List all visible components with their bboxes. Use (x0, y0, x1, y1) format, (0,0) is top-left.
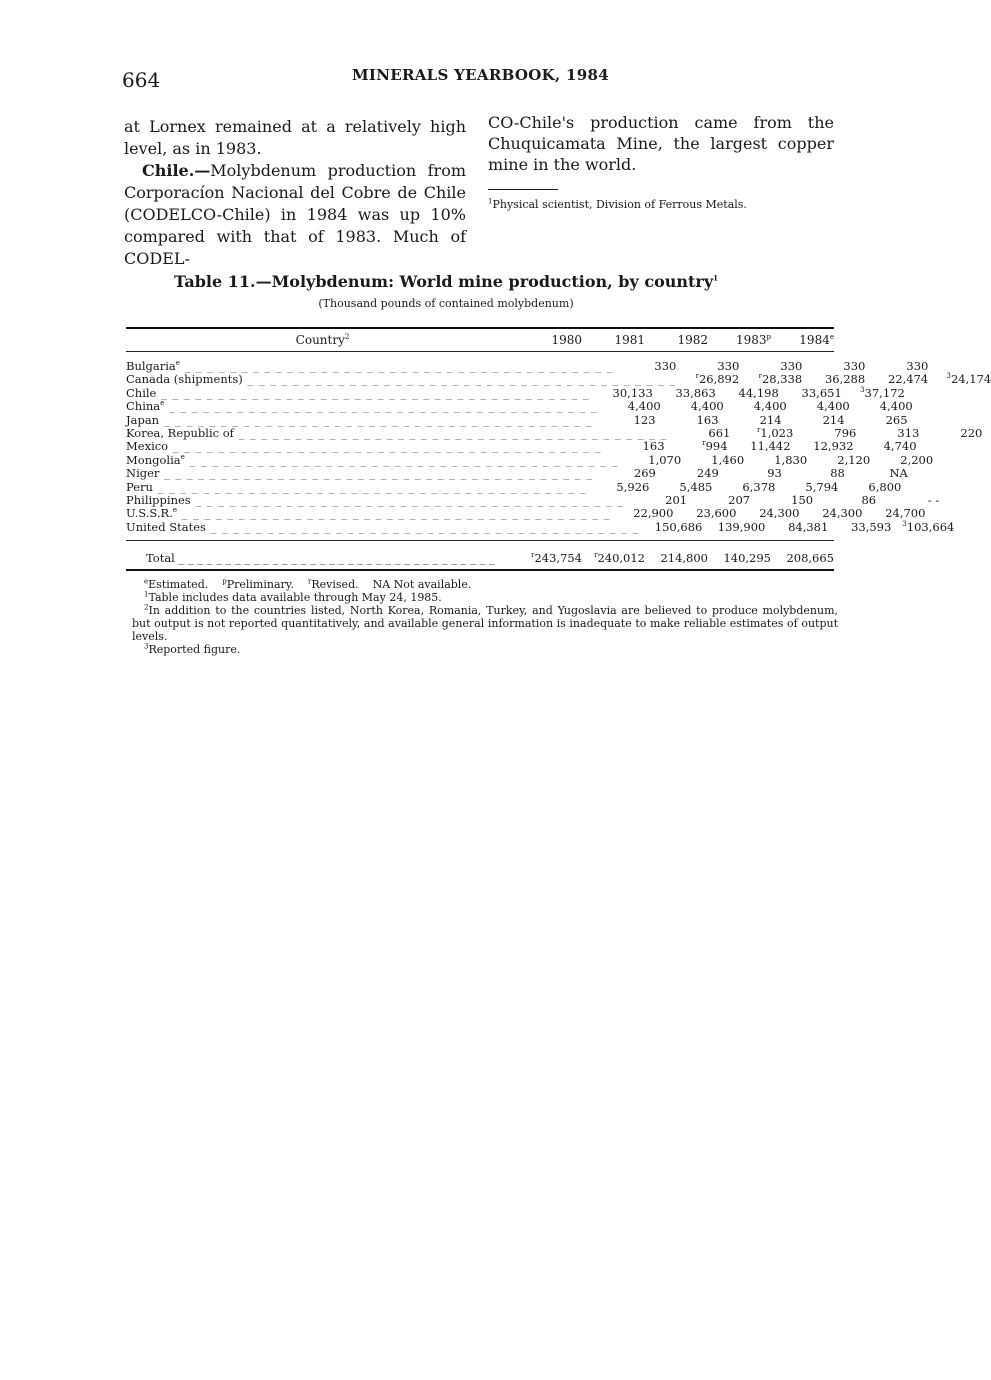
table-title-text: Table 11.—Molybdenum: World mine production, by country (173, 272, 714, 291)
value-cell (802, 373, 865, 386)
country-mark: e (172, 506, 178, 515)
header-year-label: 1983 (735, 333, 767, 347)
value-cell (862, 507, 925, 520)
value-cell (807, 454, 870, 467)
value-cell (702, 521, 765, 534)
value-number: 5,926 (616, 479, 650, 494)
value-cell (739, 373, 802, 386)
value-cell (842, 387, 905, 400)
value-cell (838, 481, 901, 494)
value-cell (716, 387, 779, 400)
value-number: 24,700 (885, 506, 926, 521)
author-footnote-text: Physical scientist, Division of Ferrous Metals. (492, 198, 747, 211)
country-cell: United States _ _ _ _ _ _ _ _ _ _ _ _ _ _ _ _ _ _ _ _ _ _ _ _ _ _ _ _ _ _ _ _ _ _ _ _ _ _ (126, 519, 640, 534)
value-cell (639, 521, 702, 534)
value-cell (656, 467, 719, 480)
country-mark: e (180, 452, 185, 461)
value-number: 4,400 (690, 399, 724, 414)
page-number: 664 (122, 68, 161, 92)
value-number: 269 (633, 466, 656, 481)
total-cell (645, 547, 708, 569)
legend-preliminary: Preliminary. (226, 578, 295, 591)
table-row (126, 506, 926, 521)
value-cell (799, 507, 862, 520)
table-row (126, 425, 983, 440)
table-footnote-2: $^2$In addition to the countries listed, North Korea, Romania, Turkey, and Yugoslavia are believed to produce molybdenum, but output is not reported quantitatively, and available general information is inadequate to make reliable estimates of output levels. (132, 603, 838, 643)
total-cell (582, 547, 645, 569)
value-cell (676, 373, 739, 386)
table-row (126, 399, 913, 414)
value-number: 84,381 (788, 519, 829, 534)
header-year-label: 1980 (551, 333, 582, 347)
value-cell (782, 414, 845, 427)
value-number: 2,120 (837, 452, 871, 467)
value-cell (618, 454, 681, 467)
table-footnote-1-text: Table includes data available through May 24, 1985. (148, 591, 442, 604)
country-cell: Japan _ _ _ _ _ _ _ _ _ _ _ _ _ _ _ _ _ _ _ _ _ _ _ _ _ _ _ _ _ _ _ _ _ _ _ _ _ _ (126, 412, 593, 427)
country-cell: Niger _ _ _ _ _ _ _ _ _ _ _ _ _ _ _ _ _ _ _ _ _ _ _ _ _ _ _ _ _ _ _ _ _ _ _ _ _ _ (126, 466, 593, 481)
value-number: 24,300 (822, 506, 863, 521)
value-number: 30,133 (612, 385, 653, 400)
country-cell: Philippines _ _ _ _ _ _ _ _ _ _ _ _ _ _ _ _ _ _ _ _ _ _ _ _ _ _ _ _ _ _ _ _ _ _ _ _ _ _ (126, 492, 625, 507)
total-cell (771, 547, 834, 569)
total-row (126, 547, 834, 569)
value-cell (624, 494, 687, 507)
value-cell (854, 440, 917, 453)
total-cell (519, 547, 582, 569)
value-cell (739, 360, 802, 373)
table-header-row (126, 329, 834, 351)
value-number: 33,593 (851, 519, 892, 534)
country-name: U.S.S.R. (126, 506, 173, 521)
country-name: United States (126, 519, 206, 534)
chile-lead: Chile.— (142, 161, 211, 180)
value-number: NA (889, 466, 908, 481)
value-cell (744, 454, 807, 467)
value-cell (736, 507, 799, 520)
country-name: Niger (126, 466, 160, 481)
production-table (126, 327, 991, 571)
value-number: 796 (834, 425, 857, 440)
running-head: MINERALS YEARBOOK, 1984 (352, 66, 609, 84)
table-row (126, 492, 940, 507)
value-number: 6,378 (742, 479, 776, 494)
value-cell (667, 427, 730, 440)
value-number: 4,400 (627, 399, 661, 414)
value-number: 123 (633, 412, 656, 427)
value-cell (661, 400, 724, 413)
country-cell: Mexico _ _ _ _ _ _ _ _ _ _ _ _ _ _ _ _ _ _ _ _ _ _ _ _ _ _ _ _ _ _ _ _ _ _ _ _ _ _ (126, 439, 602, 454)
value-number: 207 (728, 492, 751, 507)
value-number: 330 (654, 359, 677, 373)
value-cell (712, 481, 775, 494)
value-number: 201 (665, 492, 688, 507)
value-number: 28,338 (761, 372, 803, 387)
value-mark: r (702, 439, 706, 448)
country-name: Mongolia (126, 452, 181, 467)
value-cell (876, 494, 939, 507)
value-number: 24,300 (759, 506, 800, 521)
value-cell (673, 507, 736, 520)
value-cell (728, 440, 791, 453)
header-year (708, 333, 771, 347)
value-number: 313 (897, 425, 920, 440)
legend-estimated: Estimated. (148, 578, 209, 591)
value-mark: 3 (946, 372, 951, 381)
value-number: 93 (767, 466, 782, 481)
table-title-mark: 1 (713, 273, 719, 283)
value-cell (782, 467, 845, 480)
table-row (126, 452, 934, 467)
chile-body: Molybdenum production from Corporacíon Nacional del Cobre de Chile (CODELCO-Chile) in 1984 was up 10% compared with that of 1983. Much of CODEL- (124, 161, 466, 268)
header-year (771, 333, 834, 347)
value-cell (865, 373, 928, 386)
header-year (645, 333, 708, 347)
total-cell-value: 214,800 (660, 551, 708, 566)
value-number: 150,686 (654, 519, 703, 534)
value-number: 330 (843, 359, 866, 373)
value-number: 163 (696, 412, 719, 427)
value-cell (719, 467, 782, 480)
left-column (124, 116, 466, 270)
value-cell (681, 454, 744, 467)
header-year (519, 333, 582, 347)
table-row (126, 412, 908, 427)
header-year-label: 1981 (614, 333, 645, 347)
value-number: 4,740 (883, 439, 917, 454)
value-cell (813, 494, 876, 507)
country-cell: Bulgaria$^e$ _ _ _ _ _ _ _ _ _ _ _ _ _ _ _ _ _ _ _ _ _ _ _ _ _ _ _ _ _ _ _ _ _ _ _ _ _ _ (126, 359, 614, 373)
value-number: 150 (791, 492, 814, 507)
value-number: 33,651 (801, 385, 842, 400)
value-cell (590, 387, 653, 400)
value-cell (865, 360, 928, 373)
total-cell-value: 208,665 (786, 551, 834, 566)
value-number: 4,400 (879, 399, 913, 414)
value-cell (802, 360, 865, 373)
value-cell (649, 481, 712, 494)
value-number: 1,070 (648, 452, 682, 467)
value-number: 163 (642, 439, 665, 454)
table-subtitle: (Thousand pounds of contained molybdenum) (318, 297, 574, 310)
total-cell-value: 243,754 (534, 551, 582, 566)
header-country (126, 333, 519, 347)
table-title (0, 272, 892, 291)
table-footnote-1: $^1$Table includes data available through May 24, 1985. (144, 590, 442, 604)
value-number: 994 (705, 439, 728, 454)
value-number: 5,794 (805, 479, 839, 494)
value-number: 249 (696, 466, 719, 481)
value-cell (850, 400, 913, 413)
country-name: Japan (126, 412, 160, 427)
value-cell (610, 507, 673, 520)
value-cell (891, 521, 954, 534)
header-year (582, 333, 645, 347)
table-body (126, 359, 991, 534)
value-number: 36,288 (824, 372, 866, 387)
value-number: 4,400 (816, 399, 850, 414)
value-number: 1,830 (774, 452, 808, 467)
right-paragraph-1: CO-Chile's production came from the Chuquicamata Mine, the largest copper mine in the world. (488, 113, 834, 174)
value-number: 139,900 (717, 519, 766, 534)
value-cell (919, 427, 982, 440)
total-cell-mark: r (594, 551, 598, 560)
value-cell (928, 373, 991, 386)
country-cell: U.S.S.R.$^e$ _ _ _ _ _ _ _ _ _ _ _ _ _ _ _ _ _ _ _ _ _ _ _ _ _ _ _ _ _ _ _ _ _ _ _ _ _ _ (126, 506, 611, 521)
author-footnote-mark: 1 (488, 197, 493, 206)
table-bottom-rule (126, 569, 834, 571)
value-number: 1,023 (760, 425, 794, 440)
value-cell (828, 521, 891, 534)
value-number: 103,664 (906, 519, 955, 534)
table-footnote-3-text: Reported figure. (148, 643, 241, 656)
value-cell (724, 400, 787, 413)
country-mark: e (175, 359, 180, 368)
value-number: 22,474 (887, 372, 929, 387)
value-mark: r (757, 426, 761, 435)
table-footnote-2-text: In addition to the countries listed, North Korea, Romania, Turkey, and Yugoslavia are believed to produce molybdenum, but output is not reported quantitatively, and available general information is inadequate to make reliable estimates of output levels. (132, 604, 838, 643)
value-mark: r (758, 372, 762, 381)
total-label-text: Total (146, 551, 175, 566)
value-number: 23,600 (696, 506, 737, 521)
value-number: 22,900 (633, 506, 674, 521)
country-name: China (126, 399, 161, 414)
value-cell (665, 440, 728, 453)
table-footnote-3: $^3$Reported figure. (144, 642, 241, 656)
total-cell-value: 140,295 (723, 551, 771, 566)
table-row (126, 439, 917, 454)
value-number: 265 (885, 412, 908, 427)
country-cell: Peru _ _ _ _ _ _ _ _ _ _ _ _ _ _ _ _ _ _ _ _ _ _ _ _ _ _ _ _ _ _ _ _ _ _ _ _ _ _ (126, 479, 587, 494)
legend-line: $^e$Estimated. $^p$Preliminary. $^r$Revised. NA Not available. (144, 577, 472, 591)
value-cell (586, 481, 649, 494)
value-number: 12,932 (813, 439, 854, 454)
value-mark: 3 (860, 385, 865, 394)
total-cell-value: 240,012 (597, 551, 645, 566)
value-number: 6,800 (868, 479, 902, 494)
country-name: Philippines (126, 492, 191, 507)
table-row (126, 359, 929, 373)
country-cell: Canada (shipments) _ _ _ _ _ _ _ _ _ _ _ _ _ _ _ _ _ _ _ _ _ _ _ _ _ _ _ _ _ _ _ _ _ _ _ _ _ _ (126, 372, 677, 387)
value-cell (765, 521, 828, 534)
total-label: Total _ _ _ _ _ _ _ _ _ _ _ _ _ _ _ _ _ _ _ _ _ _ _ _ _ _ _ _ _ _ _ _ _ _ (146, 551, 495, 566)
value-cell (593, 467, 656, 480)
legend-not-available: NA Not available. (372, 578, 472, 591)
value-cell (750, 494, 813, 507)
value-cell (656, 414, 719, 427)
value-cell (719, 414, 782, 427)
value-number: 44,198 (738, 385, 779, 400)
country-name: Korea, Republic of (126, 425, 234, 440)
value-number: 330 (780, 359, 803, 373)
value-cell (676, 360, 739, 373)
table-row (126, 385, 905, 400)
value-cell (602, 440, 665, 453)
country-cell: Mongolia$^e$ _ _ _ _ _ _ _ _ _ _ _ _ _ _ _ _ _ _ _ _ _ _ _ _ _ _ _ _ _ _ _ _ _ _ _ _ _ _ (126, 452, 619, 467)
value-cell (687, 494, 750, 507)
chile-paragraph (124, 160, 466, 270)
value-number: 1,460 (711, 452, 745, 467)
value-cell (793, 427, 856, 440)
value-cell (653, 387, 716, 400)
value-cell (791, 440, 854, 453)
header-year-label: 1982 (677, 333, 708, 347)
value-number: 86 (861, 492, 877, 507)
country-name: Mexico (126, 439, 169, 454)
footnote-rule (488, 189, 558, 190)
country-cell: Korea, Republic of _ _ _ _ _ _ _ _ _ _ _ _ _ _ _ _ _ _ _ _ _ _ _ _ _ _ _ _ _ _ _ _ _ _ _ _ _ _ (126, 425, 668, 440)
value-mark: r (695, 372, 699, 381)
value-number: 330 (717, 359, 740, 373)
country-cell: China$^e$ _ _ _ _ _ _ _ _ _ _ _ _ _ _ _ _ _ _ _ _ _ _ _ _ _ _ _ _ _ _ _ _ _ _ _ _ _ _ (126, 399, 598, 414)
value-cell (593, 414, 656, 427)
value-cell (870, 454, 933, 467)
value-number: 214 (759, 412, 782, 427)
value-cell (845, 414, 908, 427)
header-country-mark: 2 (344, 333, 350, 341)
value-number: 4,400 (753, 399, 787, 414)
country-name: Canada (shipments) (126, 372, 243, 387)
total-cell-mark: r (531, 551, 535, 560)
value-number: 330 (906, 359, 929, 373)
value-cell (730, 427, 793, 440)
value-number: 214 (822, 412, 845, 427)
country-mark: e (160, 399, 165, 408)
header-country-label: Country (295, 333, 345, 347)
value-number: 5,485 (679, 479, 713, 494)
value-number: - - (927, 492, 940, 507)
value-number: 661 (708, 425, 731, 440)
header-year-mark: e (829, 333, 834, 341)
table-row (126, 466, 908, 481)
country-name: Bulgaria (126, 359, 176, 373)
value-number: 26,892 (698, 372, 740, 387)
table-row (126, 519, 955, 534)
table-row (126, 479, 902, 494)
value-number: 24,174 (950, 372, 991, 387)
country-name: Chile (126, 385, 157, 400)
country-name: Peru (126, 479, 153, 494)
right-column (488, 112, 834, 212)
value-cell (787, 400, 850, 413)
value-number: 33,863 (675, 385, 716, 400)
value-cell (779, 387, 842, 400)
value-number: 88 (830, 466, 845, 481)
value-cell (856, 427, 919, 440)
author-footnote (488, 198, 834, 212)
total-cell (708, 547, 771, 569)
legend-revised: Revised. (311, 578, 359, 591)
value-cell (775, 481, 838, 494)
left-paragraph-1: at Lornex remained at a relatively high level, as in 1983. (124, 117, 466, 158)
value-mark: 3 (902, 519, 907, 528)
value-number: 11,442 (750, 439, 791, 454)
value-number: 220 (960, 425, 983, 440)
table-total-rule (126, 540, 834, 541)
value-number: 2,200 (900, 452, 934, 467)
value-cell (613, 360, 676, 373)
value-cell (845, 467, 908, 480)
value-number: 37,172 (864, 385, 905, 400)
country-cell: Chile _ _ _ _ _ _ _ _ _ _ _ _ _ _ _ _ _ _ _ _ _ _ _ _ _ _ _ _ _ _ _ _ _ _ _ _ _ _ (126, 385, 590, 400)
header-year-label: 1984 (799, 333, 830, 347)
table-row (126, 372, 991, 387)
table-header-rule (126, 351, 834, 352)
value-cell (598, 400, 661, 413)
header-year-mark: p (766, 333, 771, 341)
table-notes (132, 578, 838, 656)
